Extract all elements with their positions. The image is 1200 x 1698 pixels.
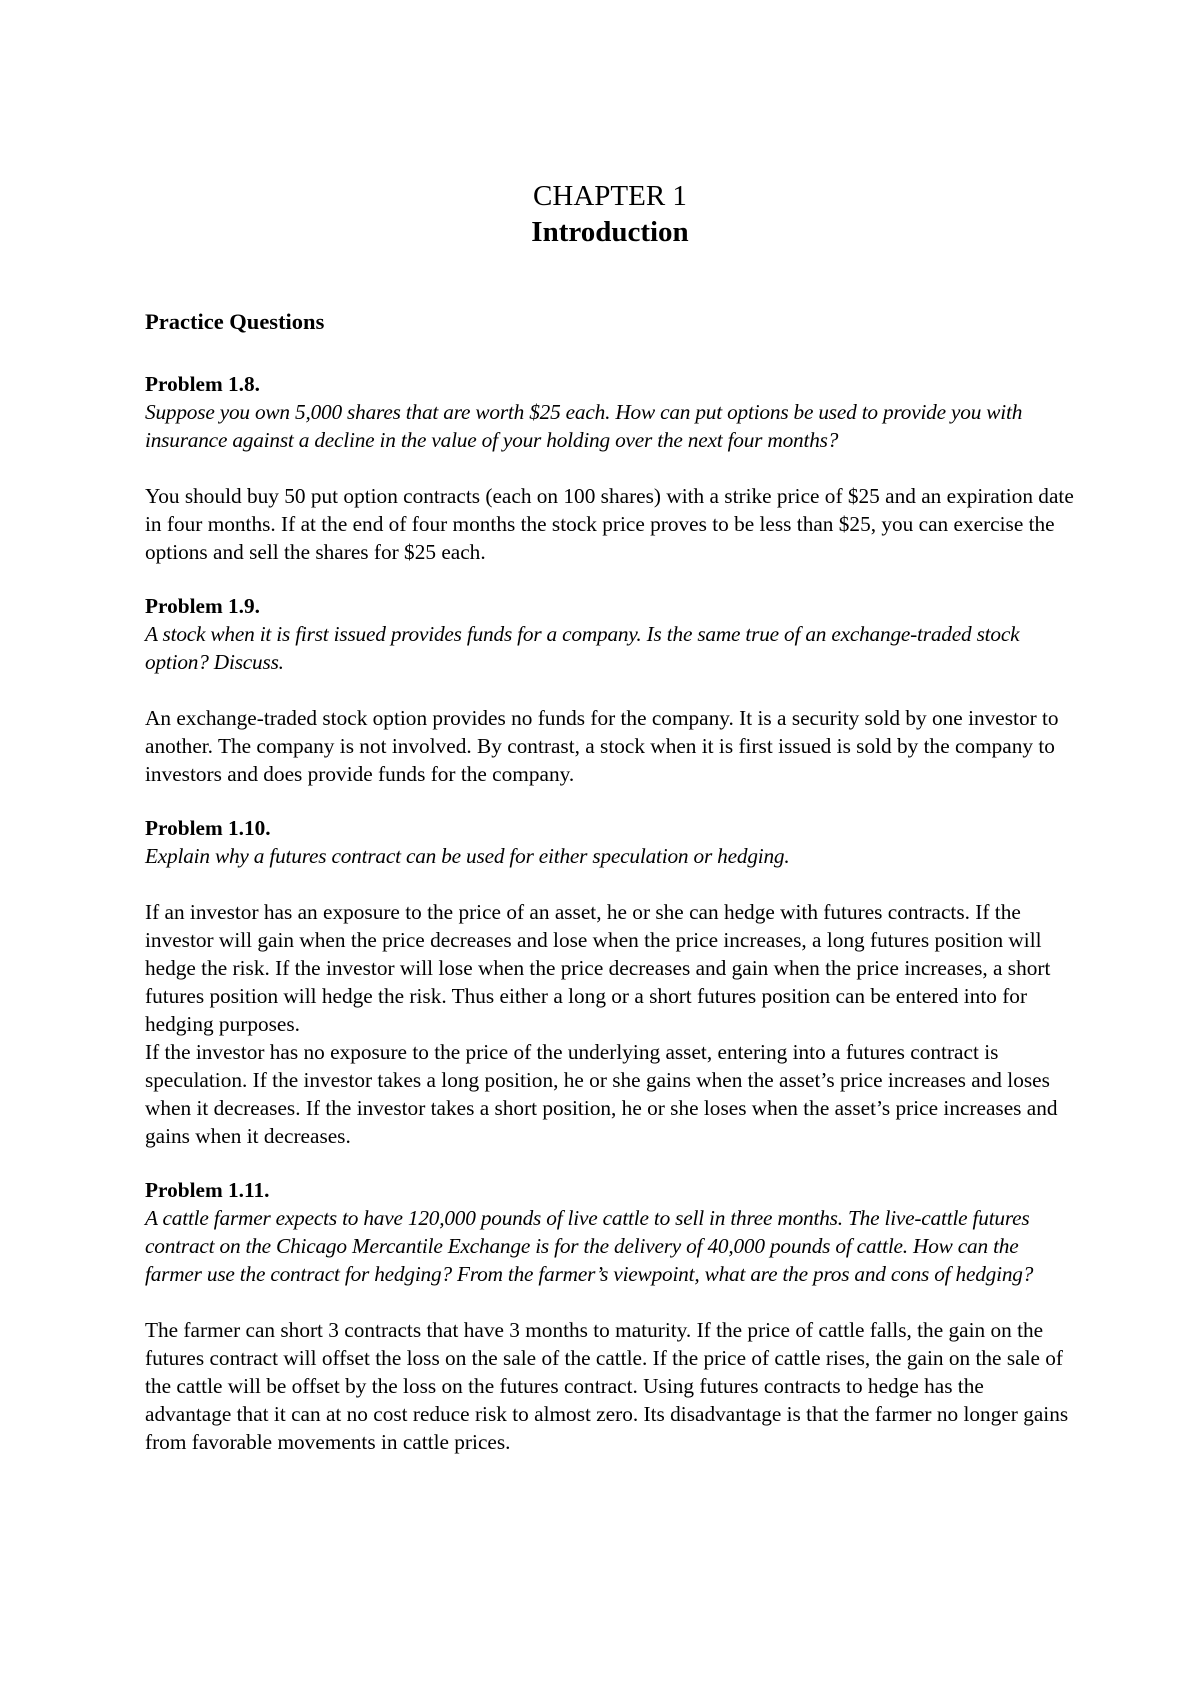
answer-paragraph: If the investor has no exposure to the price of the underlying asset, entering into a futures contract is speculation. If the investor takes a long position, he or she gains when the asset’s price increases and loses when it decreases. If the investor takes a short position, he or she loses when the asset’s price increases and gains when it decreases.: [145, 1040, 1058, 1148]
problem-question: Explain why a futures contract can be used for either speculation or hedging.: [145, 844, 790, 868]
answer-paragraph: If an investor has an exposure to the price of an asset, he or she can hedge with futures contracts. If the investor will gain when the price decreases and lose when the price increases, a long futures position will hedge the risk. If the investor will lose when the price decreases and gain when the price increases, a short futures position will hedge the risk. Thus either a long or a short futures position can be entered into for hedging purposes.: [145, 900, 1051, 1036]
problem-answer: [145, 898, 1075, 1150]
chapter-title: Introduction: [531, 216, 689, 248]
section-title: Practice Questions: [145, 309, 325, 334]
answer-paragraph: An exchange-traded stock option provides no funds for the company. It is a security sold by one investor to another. The company is not involved. By contrast, a stock when it is first issued is sold by the company to investors and does provide funds for the company.: [145, 706, 1059, 786]
chapter-heading: [145, 178, 1075, 250]
problem-label: Problem 1.11.: [145, 1178, 270, 1202]
problem-answer: [145, 1316, 1075, 1456]
document-page: [145, 178, 1075, 1482]
problem-answer: [145, 482, 1075, 566]
problem-label: Problem 1.8.: [145, 372, 260, 396]
answer-paragraph: You should buy 50 put option contracts (each on 100 shares) with a strike price of $25 and an expiration date in four months. If at the end of four months the stock price proves to be less than $25, you can exercise the options and sell the shares for $25 each.: [145, 484, 1074, 564]
problem-1-11: [145, 1176, 1075, 1456]
chapter-label: CHAPTER 1: [533, 180, 687, 212]
problem-1-8: [145, 370, 1075, 566]
problem-label: Problem 1.10.: [145, 816, 271, 840]
problem-answer: [145, 704, 1075, 788]
problem-question: A cattle farmer expects to have 120,000 pounds of live cattle to sell in three months. The live-cattle futures contract on the Chicago Mercantile Exchange is for the delivery of 40,000 pounds of cattle. How can the farmer use the contract for hedging? From the farmer’s viewpoint, what are the pros and cons of hedging?: [145, 1206, 1034, 1286]
problem-1-9: [145, 592, 1075, 788]
problem-question: Suppose you own 5,000 shares that are worth $25 each. How can put options be used to provide you with insurance against a decline in the value of your holding over the next four months?: [145, 400, 1023, 452]
problem-label: Problem 1.9.: [145, 594, 260, 618]
problem-question: A stock when it is first issued provides funds for a company. Is the same true of an exchange-traded stock option? Discuss.: [145, 622, 1020, 674]
problem-1-10: [145, 814, 1075, 1150]
answer-paragraph: The farmer can short 3 contracts that have 3 months to maturity. If the price of cattle falls, the gain on the futures contract will offset the loss on the sale of the cattle. If the price of cattle rises, the gain on the sale of the cattle will be offset by the loss on the futures contract. Using futures contracts to hedge has the advantage that it can at no cost reduce risk to almost zero. Its disadvantage is that the farmer no longer gains from favorable movements in cattle prices.: [145, 1318, 1069, 1454]
